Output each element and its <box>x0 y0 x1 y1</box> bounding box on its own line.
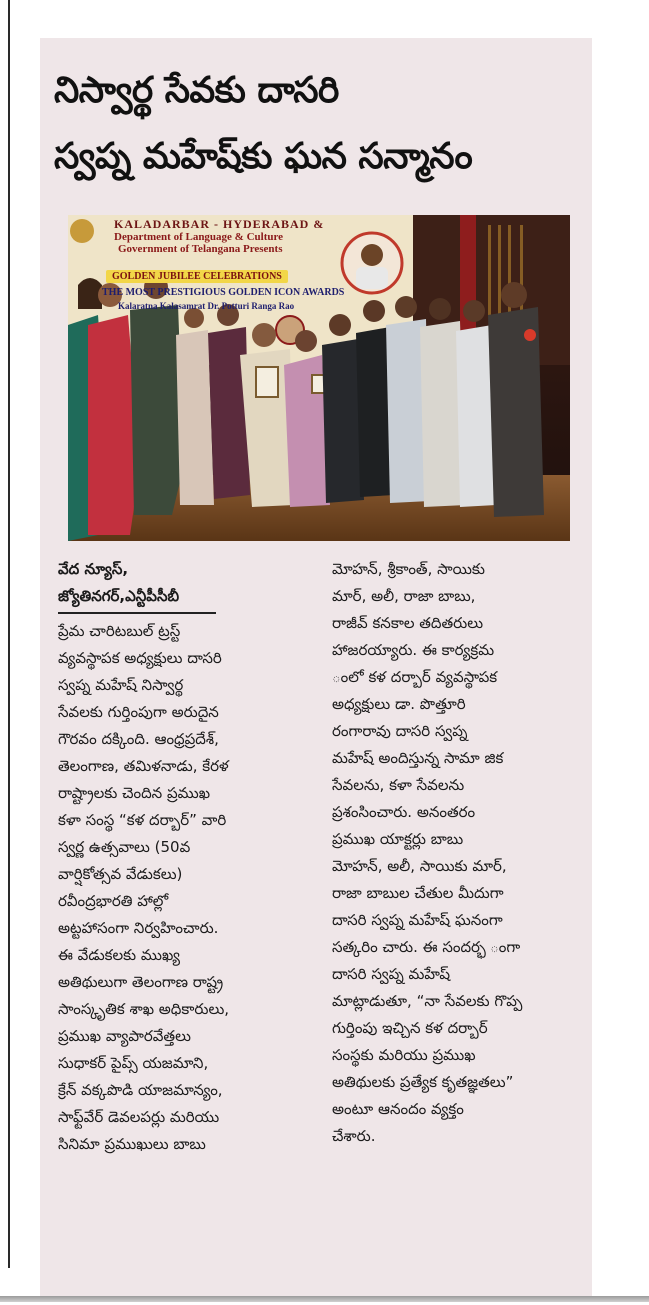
article-line: ప్రముఖ వ్యాపారవేత్తలు <box>58 1027 191 1045</box>
article-line: సేవలకు గుర్తింపుగా అరుదైన <box>58 703 219 721</box>
article-line: సేవలను, కళా సేవలను <box>332 776 465 794</box>
byline-source: వేద న్యూస్, <box>58 560 129 578</box>
banner-line-6: Kalaratna Kalasamrat Dr. Potturi Ranga Rao <box>118 301 295 311</box>
article-line: మాట్లాడుతూ, “నా సేవలకు గొప్ప <box>332 992 523 1010</box>
headline <box>54 58 584 190</box>
article-line: దాసరి స్వప్న మహేష్ ఘనంగా <box>332 911 503 929</box>
article-line: ంలో కళ దర్బార్ వ్యవస్థాపక <box>332 668 498 686</box>
article-line: క్రేన్ వక్కపొడి యాజమాన్యం, <box>58 1081 223 1099</box>
article-line: మోహన్, అలీ, సాయికు మార్, <box>332 857 507 875</box>
article-line: అధ్యక్షులు డా. పొత్తూరి <box>332 695 466 713</box>
article-line: చేశారు. <box>332 1127 376 1145</box>
article-line: రాష్ట్రాలకు చెందిన ప్రముఖ <box>58 784 211 802</box>
banner-line-4: GOLDEN JUBILEE CELEBRATIONS <box>106 270 288 283</box>
byline-location: జ్యోతినగర్,ఎన్టీపీసీబీ <box>58 587 180 605</box>
event-photo <box>68 215 570 541</box>
article-line: తెలంగాణ, తమిళనాడు, కేరళ <box>58 757 229 775</box>
article-column-left <box>58 556 328 1158</box>
article-line: రవీంద్రభారతి హాల్లో <box>58 892 169 910</box>
newspaper-clipping <box>40 38 592 1296</box>
banner-line-5: THE MOST PRESTIGIOUS GOLDEN ICON AWARDS <box>102 287 345 298</box>
article-line: సాంస్కృతిక శాఖ అధికారులు, <box>58 1000 230 1018</box>
article-column-right <box>332 556 584 1150</box>
article-line: వ్యవస్థాపక అధ్యక్షులు దాసరి <box>58 649 222 667</box>
banner-line-2: Department of Language & Culture <box>114 231 284 243</box>
article-line: అట్టహాసంగా నిర్వహించారు. <box>58 919 219 937</box>
page-left-border <box>8 0 10 1268</box>
article-line: గౌరవం దక్కింది. ఆంధ్రప్రదేశ్, <box>58 730 219 748</box>
headline-line-2: స్వప్న మహేష్‌కు ఘన సన్మానం <box>54 136 473 177</box>
article-line: మహేష్ అందిస్తున్న సామా జిక <box>332 749 504 767</box>
byline-underline <box>58 612 216 614</box>
article-line: సత్కరిం చారు. ఈ సందర్భ ంగా <box>332 938 521 956</box>
banner-line-3: Government of Telangana Presents <box>118 243 283 255</box>
article-line: రంగారావు దాసరి స్వప్న <box>332 722 468 740</box>
article-line: సినిమా ప్రముఖులు బాబు <box>58 1135 206 1153</box>
article-line: అతిథులుగా తెలంగాణ రాష్ట్ర <box>58 973 224 991</box>
article-line: కళా సంస్థ “కళ దర్బార్” వారి <box>58 811 227 829</box>
article-line: మోహన్, శ్రీకాంత్, సాయికు <box>332 560 485 578</box>
article-line: ప్రేమ చారిటబుల్ ట్రస్ట్ <box>58 622 181 640</box>
headline-line-1: నిస్వార్థ సేవకు దాసరి <box>54 70 339 111</box>
banner-line-1: KALADARBAR - HYDERABAD & <box>114 217 325 231</box>
article-line: సుధాకర్ పైప్స్ యజమాని, <box>58 1054 209 1072</box>
article-line: స్వర్ణ ఉత్సవాలు (50వ <box>58 838 191 856</box>
article-line: అంటూ ఆనందం వ్యక్తం <box>332 1100 464 1118</box>
article-line: హాజరయ్యారు. ఈ కార్యక్రమ <box>332 641 495 659</box>
article-line: మార్, అలీ, రాజా బాబు, <box>332 587 476 605</box>
article-line: స్వప్న మహేష్ నిస్వార్థ <box>58 676 184 694</box>
article-line: రాజీవ్ కనకాల తదితరులు <box>332 614 484 632</box>
article-line: సాఫ్ట్‌వేర్ డెవలపర్లు మరియు <box>58 1108 220 1126</box>
article-line: దాసరి స్వప్న మహేష్ <box>332 965 451 983</box>
page-bottom-border <box>0 1296 649 1302</box>
article-text-right <box>332 556 584 1150</box>
article-line: వార్షికోత్సవ వేడుకలు) <box>58 865 183 883</box>
article-text-left <box>58 618 328 1158</box>
article-line: ఈ వేడుకలకు ముఖ్య <box>58 946 180 964</box>
article-line: ప్రశంసించారు. అనంతరం <box>332 803 476 821</box>
article-line: గుర్తింపు ఇచ్చిన కళ దర్బార్ <box>332 1019 488 1037</box>
event-photo-illustration <box>68 215 570 541</box>
article-line: రాజా బాబుల చేతుల మీదుగా <box>332 884 504 902</box>
article-line: ప్రముఖ యాక్టర్లు బాబు <box>332 830 464 848</box>
article-line: అతిథులకు ప్రత్యేక కృతజ్ఞతలు” <box>332 1073 514 1091</box>
article-line: సంస్థకు మరియు ప్రముఖ <box>332 1046 476 1064</box>
